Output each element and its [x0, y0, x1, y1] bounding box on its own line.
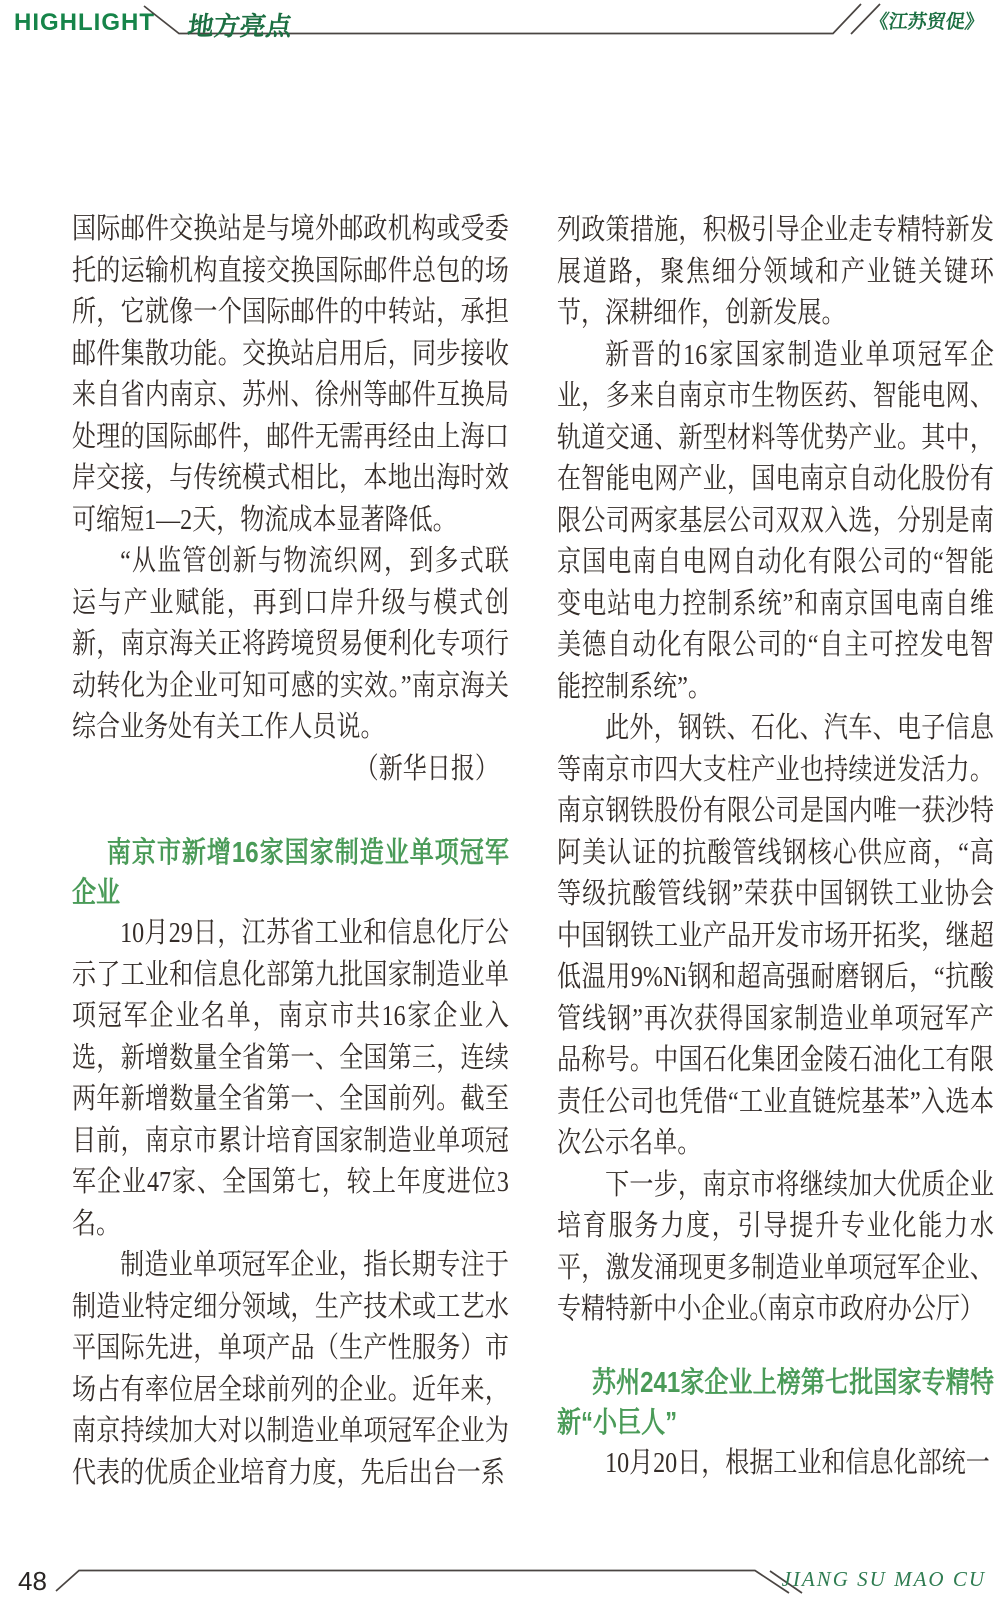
paragraph-champion-definition: 制造业单项冠军企业，指长期专注于制造业特定细分领域，生产技术或工艺水平国际先进，单项产品（生产性服务）市场占有率位居全球前列的企业。近年来，南京持续加大对以制造业单项冠军企业为代表的优质企业培育力度，先后出台一系 [72, 1249, 509, 1489]
article-heading-nanjing-champions: 南京市新增16家国家制造业单项冠军企业 [72, 837, 509, 909]
page-number: 48 [18, 1566, 47, 1596]
paragraph-champion-list: 10月29日，江苏省工业和信息化厅公示了工业和信息化部第九批国家制造业单项冠军企业名单，南京市共16家企业入选，新增数量全省第一、全国第三，连续两年新增数量全省第一、全国前列。截至目前，南京市累计培育国家制造业单项冠军企业47家、全国第七，较上年度进位3名。 [72, 917, 509, 1240]
footer-magazine-romanized: JIANG SU MAO CU [781, 1567, 986, 1591]
paragraph-next-steps [557, 1165, 994, 1331]
paragraph-suzhou-intro: 10月20日，根据工业和信息化部统一 [605, 1446, 990, 1479]
paragraph-next-steps-text: 下一步，南京市将继续加大优质企业培育服务力度，引导提升专业化能力水平，激发涌现更多制造业单项冠军企业、专精特新中小企业。 [557, 1168, 994, 1325]
paragraph-customs-quote: “从监管创新与物流织网，到多式联运与产业赋能，再到口岸升级与模式创新，南京海关正将跨境贸易便利化专项行动转化为企业可知可感的实效。”南京海关综合业务处有关工作人员说。 [72, 545, 509, 743]
section-label-en: HIGHLIGHT [14, 9, 155, 36]
paragraph-pillar-industries: 此外，钢铁、石化、汽车、电子信息等南京市四大支柱产业也持续迸发活力。南京钢铁股份有限公司是国内唯一获沙特阿美认证的抗酸管线钢核心供应商，“高等级抗酸管线钢”荣获中国钢铁工业协会中国钢铁工业产品开发市场开拓奖，继超低温用9%Ni钢和超高强耐磨钢后，“抗酸管线钢”再次获得国家制造业单项冠军产品称号。中国石化集团金陵石油化工有限责任公司也凭借“工业直链烷基苯”入选本次公示名单。 [557, 712, 994, 1159]
source-attribution-xinhua: （新华日报） [354, 752, 499, 785]
paragraph-new-champions: 新晋的16家国家制造业单项冠军企业，多来自南京市生物医药、智能电网、轨道交通、新型材料等优势产业。其中，在智能电网产业，国电南京自动化股份有限公司两家基层公司双双入选，分别是南京国电南自电网自动化有限公司的“智能变电站电力控制系统”和南京国电南自维美德自动化有限公司的“自主可控发电智能控制系统”。 [557, 338, 994, 703]
source-attribution-gov-office: （南京市政府办公厅） [743, 1293, 984, 1325]
left-column [72, 209, 509, 1494]
article-heading-suzhou-giants: 苏州241家企业上榜第七批国家专精特新“小巨人” [557, 1366, 994, 1439]
magazine-title: 《江苏贸促》 [868, 12, 986, 33]
right-column [557, 210, 994, 1484]
paragraph-mail-exchange: 国际邮件交换站是与境外邮政机构或受委托的运输机构直接交换国际邮件总包的场所，它就像一个国际邮件的中转站，承担邮件集散功能。交换站启用后，同步接收来自省内南京、苏州、徐州等邮件互换局处理的国际邮件，邮件无需再经由上海口岸交接，与传统模式相比，本地出海时效可缩短1—2天，物流成本显著降低。 [72, 213, 509, 536]
section-label-cn: 地方亮点 [185, 11, 294, 41]
paragraph-policy-continuation: 列政策措施，积极引导企业走专精特新发展道路，聚焦细分领域和产业链关键环节，深耕细作，创新发展。 [557, 214, 994, 329]
header-rule-line [0, 0, 1000, 48]
